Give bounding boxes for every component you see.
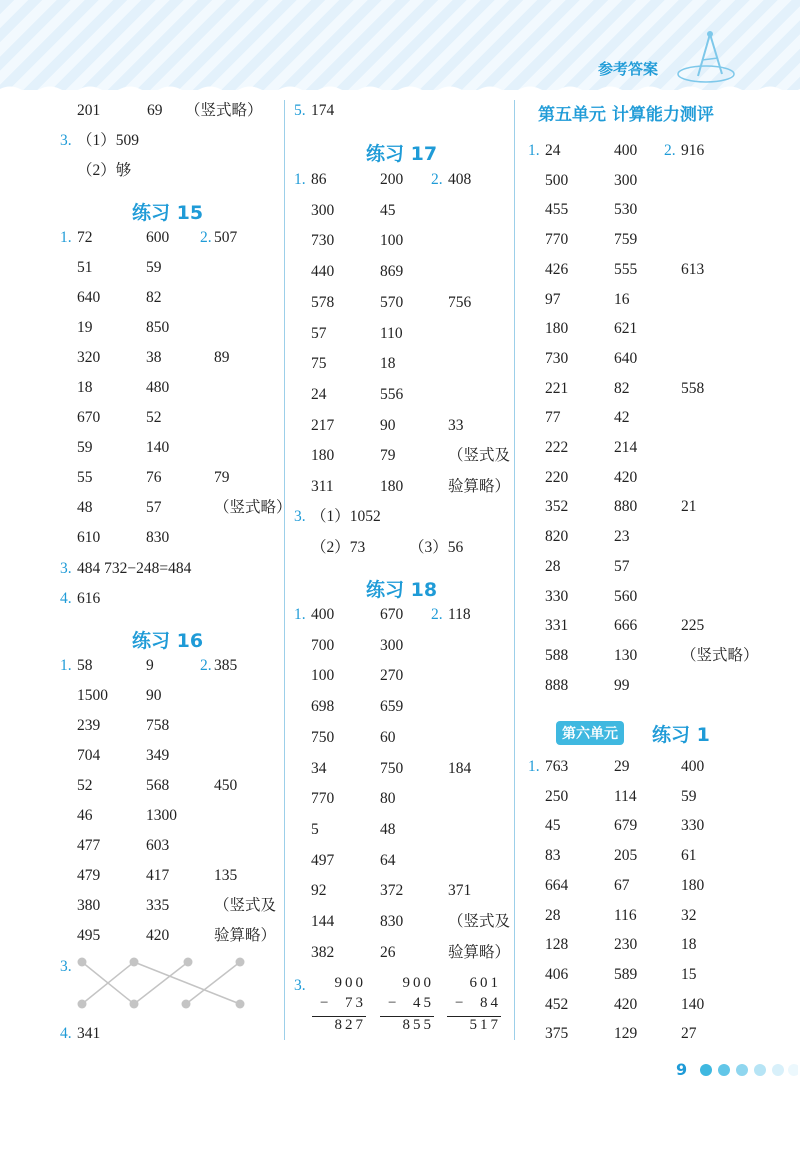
answer-value: 140 [146, 439, 170, 456]
answer-value: （竖式及 [448, 447, 511, 465]
question-number: 3. [294, 977, 306, 994]
answer-value: 331 [545, 617, 569, 635]
match-dot [236, 958, 245, 967]
answer-value: 600 [146, 229, 170, 246]
answer-value: 759 [614, 231, 638, 249]
dot-icon [736, 1064, 748, 1076]
answer-value: 28 [545, 906, 561, 924]
answer-value: （竖式及 [214, 897, 277, 914]
matching-diagram [76, 956, 256, 1012]
answer-value: 613 [681, 260, 705, 278]
answer-value: 34 [311, 759, 327, 777]
answer-value: 830 [380, 913, 404, 930]
answer-value: 83 [545, 847, 561, 865]
answer-value: （1）1052 [311, 508, 381, 525]
answer-value: 450 [214, 777, 238, 794]
answer-value: 589 [614, 965, 638, 983]
answer-value: 250 [545, 787, 569, 805]
answer-value: 750 [380, 759, 404, 777]
answer-value: 21 [681, 498, 697, 516]
vertical-subtrahend: − 73 [320, 995, 366, 1011]
answer-value: （2）够 [77, 162, 132, 179]
answer-value: 57 [146, 499, 162, 516]
question-number: 2. [200, 657, 212, 674]
answer-value: （2）73 [311, 539, 366, 556]
answer-value: 484 732−248=484 [77, 560, 192, 577]
vertical-result: 517 [469, 1017, 501, 1033]
answer-value: 704 [77, 747, 101, 764]
section-title-ex18: 练习 18 [366, 579, 438, 601]
unit6-badge: 第六单元 [556, 721, 624, 745]
dot-icon [772, 1064, 784, 1076]
answer-value: 640 [614, 349, 638, 367]
answer-value: 375 [545, 1025, 569, 1043]
answer-value: 69 [147, 102, 163, 119]
answer-value: 300 [311, 201, 335, 219]
answer-value: 750 [311, 728, 335, 746]
answer-value: 820 [545, 528, 569, 546]
answer-value: 180 [545, 320, 569, 338]
answer-value: （竖式略） [681, 646, 759, 664]
vertical-subtrahend: − 45 [388, 995, 434, 1011]
answer-value: 82 [614, 379, 630, 397]
answer-value: 48 [77, 499, 93, 516]
answer-value: 52 [146, 409, 162, 426]
header-wave-edge [0, 84, 800, 94]
answer-value: （3）56 [409, 539, 464, 556]
answer-value: 763 [545, 758, 569, 775]
answer-value: 45 [545, 817, 561, 835]
answer-value: 500 [545, 171, 569, 189]
answer-value: 18 [681, 936, 697, 954]
answer-value: 420 [614, 995, 638, 1013]
answer-value: 59 [77, 439, 93, 456]
answer-value: 477 [77, 837, 101, 854]
question-number: 1. [60, 229, 72, 246]
answer-value: 144 [311, 913, 335, 930]
match-dot [236, 1000, 245, 1009]
answer-value: 45 [380, 201, 396, 219]
answer-value: 558 [681, 379, 705, 397]
answer-value: 530 [614, 201, 638, 219]
answer-value: 90 [146, 687, 162, 704]
answer-value: 426 [545, 260, 569, 278]
answer-value: 659 [380, 698, 404, 716]
answer-value: 371 [448, 882, 472, 900]
section-title-ex16: 练习 16 [132, 630, 204, 652]
answer-value: 417 [146, 867, 170, 884]
answer-value: 406 [545, 965, 569, 983]
vertical-subtrahend: − 84 [455, 995, 501, 1011]
answer-value: 217 [311, 416, 335, 434]
answer-value: 300 [614, 171, 638, 189]
question-number: 2. [664, 142, 676, 159]
answer-value: 341 [77, 1025, 101, 1042]
dot-icon [754, 1064, 766, 1076]
answer-value: 90 [380, 416, 396, 434]
question-number: 1. [528, 758, 540, 775]
answer-value: 621 [614, 320, 638, 338]
match-dot [78, 958, 87, 967]
question-number: 1. [60, 657, 72, 674]
answer-value: 320 [77, 349, 101, 366]
answer-value: 330 [681, 817, 705, 835]
question-number: 3. [60, 132, 72, 149]
answer-value: 670 [77, 409, 101, 426]
question-number: 3. [60, 560, 72, 577]
answer-value: 16 [614, 290, 630, 308]
answer-value: 507 [214, 229, 238, 246]
answer-value: 382 [311, 943, 335, 961]
answer-value: 880 [614, 498, 638, 516]
vertical-rule [380, 1016, 434, 1017]
answer-value: 38 [146, 349, 162, 366]
answer-value: 86 [311, 171, 327, 188]
answer-value: 27 [681, 1025, 697, 1043]
answer-value: 756 [448, 293, 472, 311]
vertical-result: 855 [402, 1017, 434, 1033]
question-number: 2. [200, 229, 212, 246]
answer-value: 128 [545, 936, 569, 954]
answer-value: 58 [77, 657, 93, 674]
answer-value: 59 [146, 259, 162, 276]
answer-value: 664 [545, 876, 569, 894]
answer-value: 205 [614, 847, 638, 865]
answer-value: 570 [380, 293, 404, 311]
answer-value: 验算略） [448, 478, 511, 495]
answer-value: 79 [214, 469, 230, 486]
answer-value: 28 [545, 557, 561, 575]
answer-value: 1300 [146, 807, 177, 824]
answer-value: 568 [146, 777, 170, 794]
answer-value: 130 [614, 646, 638, 664]
answer-value: 214 [614, 439, 638, 456]
vertical-minuend: 900 [402, 975, 434, 991]
answer-value: 869 [380, 263, 404, 281]
answer-value: 888 [545, 676, 569, 694]
dot-icon [788, 1064, 798, 1076]
answer-value: 1500 [77, 687, 108, 704]
vertical-rule [312, 1016, 366, 1017]
answer-value: 180 [380, 478, 404, 495]
answer-value: 118 [448, 606, 471, 623]
answer-value: 116 [614, 906, 637, 924]
answer-value: 19 [77, 319, 93, 336]
answer-note: （竖式略） [185, 102, 263, 119]
answer-value: 455 [545, 201, 569, 219]
answer-value: 230 [614, 936, 638, 954]
answer-value: 380 [77, 897, 101, 914]
answer-value: 452 [545, 995, 569, 1013]
question-number: 4. [60, 590, 72, 607]
answer-value: 352 [545, 498, 569, 516]
match-dot [130, 1000, 139, 1009]
vertical-subtraction [447, 975, 501, 1041]
answer-value: 666 [614, 617, 638, 635]
match-dot [182, 1000, 191, 1009]
answer-value: 758 [146, 717, 170, 734]
answer-value: 82 [146, 289, 162, 306]
match-dot [130, 958, 139, 967]
answer-value: 51 [77, 259, 93, 276]
answer-value: 26 [380, 943, 396, 961]
answer-value: 180 [311, 447, 335, 465]
answer-value: 400 [614, 142, 638, 159]
question-number: 2. [431, 606, 443, 623]
answer-value: 99 [614, 676, 630, 694]
vertical-minuend: 900 [334, 975, 366, 991]
answer-value: 201 [77, 102, 101, 119]
answer-value: 349 [146, 747, 170, 764]
answer-value: 222 [545, 439, 569, 456]
answer-value: 46 [77, 807, 93, 824]
answer-value: 80 [380, 790, 396, 808]
answer-value: 730 [311, 232, 335, 250]
answer-value: 33 [448, 416, 464, 434]
answer-value: 174 [311, 102, 335, 119]
column-divider-1 [284, 100, 285, 1040]
answer-value: 200 [380, 171, 404, 188]
answer-value: 114 [614, 787, 637, 805]
answer-value: 385 [214, 657, 238, 674]
question-number: 1. [528, 142, 540, 159]
answer-value: 679 [614, 817, 638, 835]
answer-value: 730 [545, 349, 569, 367]
answer-value: 110 [380, 324, 403, 342]
answer-value: 57 [614, 557, 630, 575]
answer-value: 221 [545, 379, 569, 397]
answer-value: 100 [311, 667, 335, 685]
section-title-ex15: 练习 15 [132, 202, 204, 224]
answer-value: 698 [311, 698, 335, 716]
question-number: 5. [294, 102, 306, 119]
answer-value: 18 [380, 355, 396, 373]
decorative-dots [698, 1063, 798, 1077]
answer-value: 180 [681, 876, 705, 894]
vertical-minuend: 601 [469, 975, 501, 991]
answer-value: 75 [311, 355, 327, 373]
dot-icon [718, 1064, 730, 1076]
answer-value: 588 [545, 646, 569, 664]
answer-value: 372 [380, 882, 404, 900]
answer-value: 79 [380, 447, 396, 465]
answer-value: 400 [311, 606, 335, 623]
answer-value: 420 [614, 468, 638, 486]
answer-value: 556 [380, 385, 404, 403]
vertical-subtraction [380, 975, 434, 1041]
answer-value: 60 [380, 728, 396, 746]
answer-value: 770 [545, 231, 569, 249]
answer-value: 64 [380, 851, 396, 869]
answer-value: 55 [77, 469, 93, 486]
answer-value: 验算略） [214, 927, 277, 944]
answer-value: 77 [545, 409, 561, 427]
dot-icon [700, 1064, 712, 1076]
question-number: 2. [431, 171, 443, 188]
answer-value: 15 [681, 965, 697, 983]
unit5-title: 第五单元 计算能力测评 [538, 105, 714, 125]
answer-value: 48 [380, 820, 396, 838]
answer-value: 495 [77, 927, 101, 944]
answer-value: （竖式略） [214, 499, 292, 516]
answer-value: 61 [681, 847, 697, 865]
answer-value: 42 [614, 409, 630, 427]
answer-value: 32 [681, 906, 697, 924]
answer-value: 640 [77, 289, 101, 306]
answer-value: 300 [380, 636, 404, 654]
answer-value: 72 [77, 229, 93, 246]
answer-value: 129 [614, 1025, 638, 1043]
vertical-result: 827 [334, 1017, 366, 1033]
vertical-subtraction [312, 975, 366, 1041]
answer-value: 29 [614, 758, 630, 775]
match-dot [78, 1000, 87, 1009]
answer-value: 270 [380, 667, 404, 685]
answer-value: 239 [77, 717, 101, 734]
answer-value: 5 [311, 820, 319, 838]
answer-value: 916 [681, 142, 705, 159]
section-title-ex17: 练习 17 [366, 143, 438, 165]
page-number: 9 [676, 1060, 688, 1079]
answer-value: 578 [311, 293, 335, 311]
answer-value: 670 [380, 606, 404, 623]
answer-value: 311 [311, 478, 334, 495]
answer-value: 850 [146, 319, 170, 336]
answer-value: 440 [311, 263, 335, 281]
unit6-exercise-title: 练习 1 [652, 724, 710, 746]
answer-value: （竖式及 [448, 913, 511, 930]
question-number: 3. [294, 508, 306, 525]
answer-value: 59 [681, 787, 697, 805]
answer-value: 18 [77, 379, 93, 396]
answer-value: 616 [77, 590, 101, 607]
answer-value: 89 [214, 349, 230, 366]
answer-value: 验算略） [448, 943, 511, 961]
answer-value: 497 [311, 851, 335, 869]
column-divider-2 [514, 100, 515, 1040]
answer-value: 770 [311, 790, 335, 808]
answer-value: 220 [545, 468, 569, 486]
answer-value: 24 [311, 385, 327, 403]
answer-value: 408 [448, 171, 472, 188]
answer-value: 400 [681, 758, 705, 775]
answer-value: 225 [681, 617, 705, 635]
question-number: 1. [294, 606, 306, 623]
answer-value: 92 [311, 882, 327, 900]
answer-value: 140 [681, 995, 705, 1013]
question-number: 3. [60, 958, 72, 975]
answer-value: 67 [614, 876, 630, 894]
answer-value: 610 [77, 529, 101, 546]
answer-value: 24 [545, 142, 561, 159]
answer-value: 330 [545, 587, 569, 605]
answer-value: 23 [614, 528, 630, 546]
question-number: 4. [60, 1025, 72, 1042]
question-number: 1. [294, 171, 306, 188]
answer-value: 335 [146, 897, 170, 914]
answer-value: 9 [146, 657, 154, 674]
match-dot [184, 958, 193, 967]
answer-value: 52 [77, 777, 93, 794]
answer-value: （1）509 [77, 132, 140, 149]
answer-value: 184 [448, 759, 472, 777]
answer-value: 603 [146, 837, 170, 854]
answer-value: 830 [146, 529, 170, 546]
answer-value: 97 [545, 290, 561, 308]
answer-value: 479 [77, 867, 101, 884]
answer-value: 76 [146, 469, 162, 486]
answer-value: 700 [311, 636, 335, 654]
answer-value: 57 [311, 324, 327, 342]
answer-value: 480 [146, 379, 170, 396]
vertical-rule [447, 1016, 501, 1017]
answer-value: 135 [214, 867, 238, 884]
compass-icon [676, 28, 736, 84]
answer-value: 560 [614, 587, 638, 605]
answer-value: 555 [614, 260, 638, 278]
answer-value: 100 [380, 232, 404, 250]
answer-value: 420 [146, 927, 170, 944]
answer-key-title: 参考答案 [598, 60, 659, 78]
